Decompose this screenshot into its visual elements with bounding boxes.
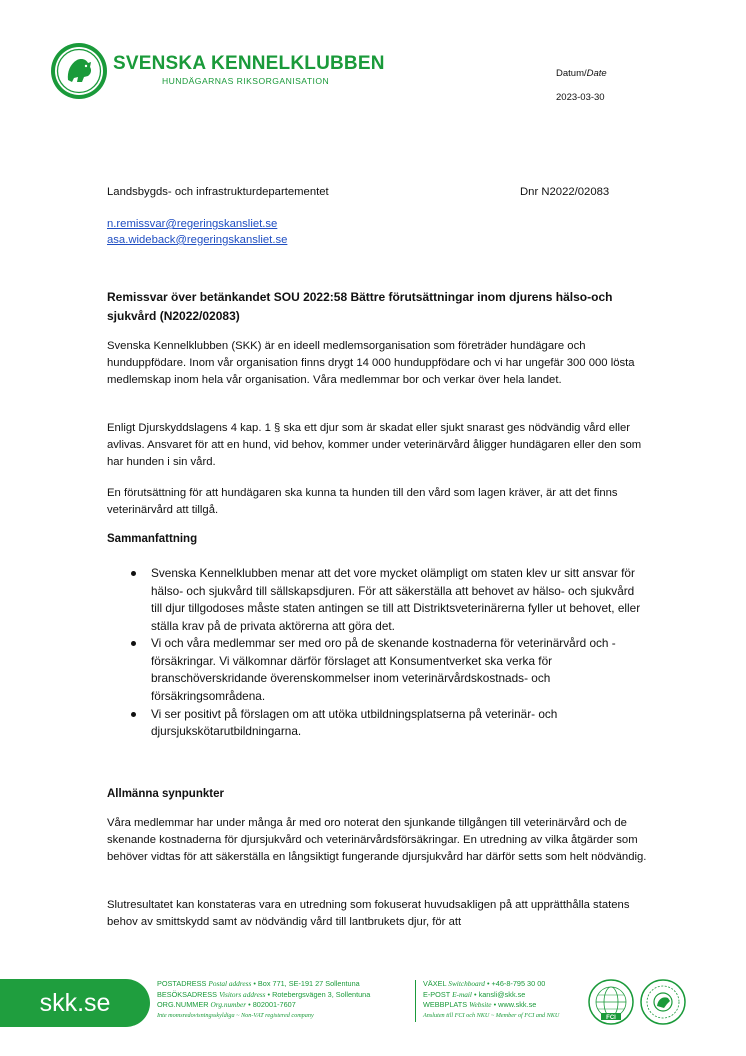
paragraph: Våra medlemmar har under många år med oro noterat den sjunkande tillgången till veterinärvård och de skenande kostnaderna för djursjukvård och veterinärvårdsförsäkringar. En utredning av vilka åtgärder som behöver vidtas för att säkerställa en långsiktigt fungerande djursjukvård har därför setts som helt nödvändig.: [107, 817, 647, 863]
document-subject: Remissvar över betänkandet SOU 2022:58 Bättre förutsättningar inom djurens hälso-och sjukvård (N2022/02083): [107, 290, 613, 324]
list-item: [125, 565, 645, 635]
paragraph: En förutsättning för att hundägaren ska kunna ta hunden till den vård som lagen kräver, är att det finns veterinärvård att tillgå.: [107, 487, 618, 516]
recipient-name: Landsbygds- och infrastrukturdepartementet: [107, 186, 329, 198]
date-label: Datum/: [556, 68, 587, 79]
brand-block: [113, 53, 385, 86]
brand-name: SVENSKA KENNELKLUBBEN: [113, 53, 385, 74]
footer-vat-note: Inte momsredovisningsskyldiga ~ Non-VAT registered company: [157, 1011, 314, 1019]
date-value: 2023-03-30: [556, 92, 605, 104]
email-link[interactable]: asa.wideback@regeringskansliet.se: [107, 233, 288, 246]
fci-logo-text: FCI: [606, 1015, 616, 1021]
list-item: [125, 706, 645, 741]
paragraph: Slutresultatet kan konstateras vara en utredning som fokuserat huvudsakligen på att upprätthålla statens behov av smittskydd samt av nödvändig vård till lantbrukets djur, för att: [107, 899, 630, 928]
date-label-en: Date: [586, 68, 607, 79]
brand-subtitle: HUNDÄGARNAS RIKSORGANISATION: [162, 76, 330, 86]
section-heading-general: Allmänna synpunkter: [107, 788, 224, 800]
list-item-text: Svenska Kennelklubben menar att det vore mycket olämpligt om staten klev ur sitt ansvar för hälso- och sjukvård till sällskapsdjuren. För att säkerställa att behovet av hälso- och sjukvård till djur tillgodoses måste staten antingen se till att Distriktsveterinärerna fyller ut behovet, eller ställa krav på de privata aktörerna att göra det.: [151, 566, 641, 633]
paragraph: Svenska Kennelklubben (SKK) är en ideell medlemsorganisation som företräder hundägare och hunduppfödare. Inom vår organisation finns drygt 14 000 hunduppfödare och vi har ungefär 300 000 lösta medlemskap inom hela vår organisation. Våra medlemmar bor och verkar över hela landet.: [107, 340, 635, 386]
footer-switch-line: VÄXEL Switchboard • +46-8-795 30 00: [423, 979, 546, 988]
bullet-icon: [131, 641, 136, 646]
nku-logo-icon: [640, 979, 686, 1025]
summary-list: [125, 565, 645, 741]
recipient-emails: [107, 217, 287, 249]
footer-postal-line: POSTADRESS Postal address • Box 771, SE-191 27 Sollentuna: [157, 979, 360, 988]
fci-logo-icon: [588, 979, 634, 1025]
footer-site-link[interactable]: skk.se: [39, 989, 111, 1017]
list-item-text: Vi ser positivt på förslagen om att utöka utbildningsplatserna på veterinär- och djursjukskötarutbildningarna.: [151, 706, 558, 739]
footer-org-line: ORG.NUMMER Org.number • 802001-7607: [157, 1000, 296, 1010]
bullet-icon: [131, 571, 136, 576]
footer-member-note: Ansluten till FCI och NKU ~ Member of FCI and NKU: [423, 1011, 560, 1019]
footer-email-line: E-POST E-mail • kansli@skk.se: [423, 989, 526, 999]
date-block: [556, 66, 607, 105]
footer-contact-block: [423, 979, 559, 1020]
list-item-text: Vi och våra medlemmar ser med oro på de skenande kostnaderna för veterinärvård och -försäkringar. Vi välkomnar därför förslaget att Konsumentverket ska verka för branschöverskridande överenskommelser inom veterinärvårdskostnads- och försäkringsområdena.: [151, 636, 616, 703]
dnr-number: Dnr N2022/02083: [520, 186, 610, 198]
footer-divider: [415, 980, 416, 1022]
footer-web-line: WEBBPLATS Website • www.skk.se: [423, 1000, 537, 1010]
list-item: [125, 635, 645, 705]
email-link[interactable]: n.remissvar@regeringskansliet.se: [107, 218, 278, 230]
kennelklubben-logo-icon: [50, 42, 108, 100]
footer-address-block: [157, 979, 370, 1020]
bullet-icon: [131, 712, 136, 717]
footer-visit-line: BESÖKSADRESS Visitors address • Rotebergsvägen 3, Sollentuna: [157, 989, 371, 999]
section-heading-summary: Sammanfattning: [107, 533, 198, 545]
paragraph: Enligt Djurskyddslagens 4 kap. 1 § ska ett djur som är skadat eller sjukt snarast ges nödvändig vård eller avlivas. Ansvaret för att en hund, vid behov, kommer under veterinärvård åligger hundägaren eller den som har hunden i sin vård.: [107, 422, 642, 468]
